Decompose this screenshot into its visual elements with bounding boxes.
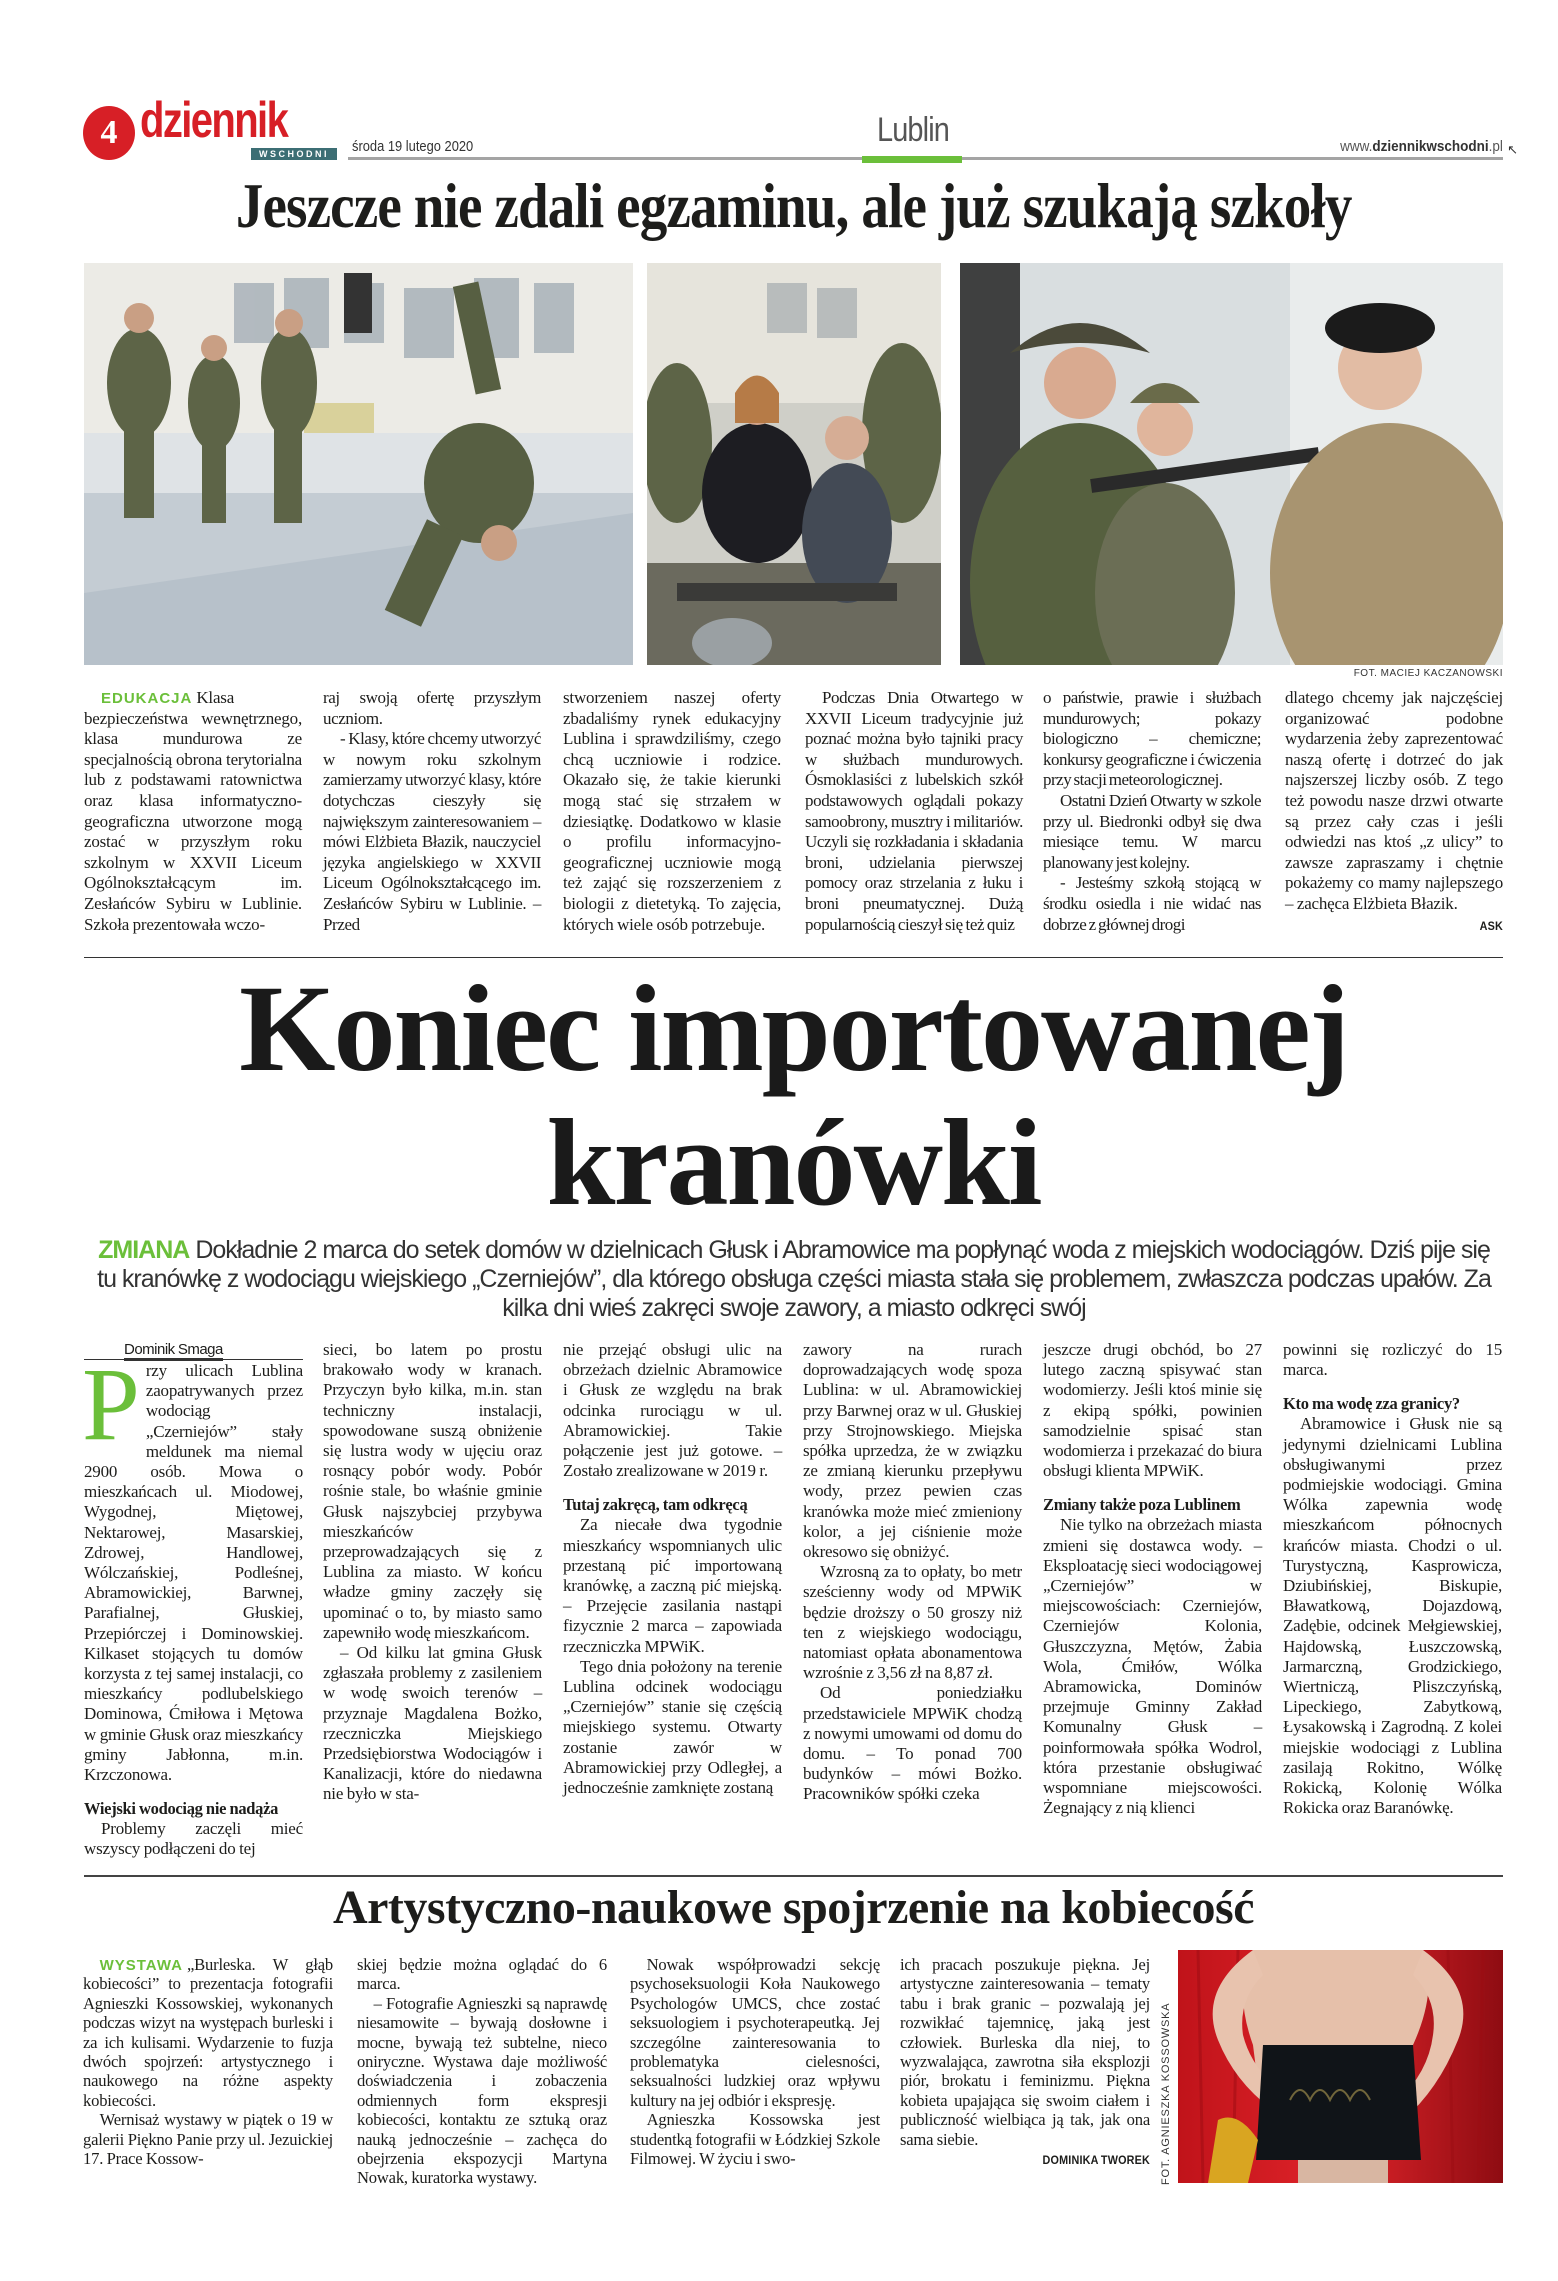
headline: Artystyczno-naukowe spojrzenie na kobiecość — [332, 1881, 1255, 1934]
headline — [84, 170, 1503, 242]
paragraph-text: skiej będzie można oglądać do 6 marca. — [357, 1955, 607, 1994]
newspaper-logo[interactable]: dziennik — [140, 92, 288, 148]
author-name: Dominik Smaga — [124, 1341, 223, 1361]
lead-kicker: ZMIANA — [98, 1236, 190, 1264]
paragraph — [1043, 688, 1261, 791]
section-accent-bar — [862, 156, 962, 163]
photo-credit: FOT. AGNIESZKA KOSSOWSKA — [1160, 2002, 1172, 2185]
paragraph-text: Ostatni Dzień Otwarty w szkole przy ul. Biedronki odbył się dwa miesiące temu. W marcu planowany jest kolejny. — [1043, 790, 1261, 872]
url-suffix: .pl — [1488, 138, 1503, 155]
paragraph — [1043, 1340, 1262, 1481]
issue-date: środa 19 lutego 2020 — [352, 138, 474, 155]
paragraph-text: ich pracach poszukuje piękna. Jej artystyczne zainteresowania – tematy tabu i brak granic – pozwalają jej rozwikłać tajemnicę, jaką jest człowiek. Burleska dla niej, to wyzwalająca, zawrotna siła eksplozji piór, brokatu i feminizmu. Piękna kobieta upajająca się swoim ciałem i publiczność wielbiąca ją tak, jak ona sama siebie. — [900, 1955, 1150, 2149]
paragraph-text: o państwie, prawie i służbach mundurowych; pokazy biologiczno – chemiczne; konkursy geograficzne i ćwiczenia przy stacji meteorologicznej. — [1043, 688, 1261, 790]
paragraph-text: Klasa bezpieczeństwa wewnętrznego, klasa mundurowa ze specjalnością obrona terytorialna lub z podstawami ratownictwa oraz klasa informatyczno-geograficzna utworzone mogą zostać w przyszłym roku szkolnym w XXVII Liceum Ogólnokształcącym im. Zesłańców Sybiru w Lublinie. Szkoła prezentowała wczo- — [84, 688, 302, 934]
paragraph — [1043, 873, 1261, 935]
photo-students-table — [647, 263, 941, 665]
paragraph — [805, 688, 1023, 935]
paragraph-text: Tego dnia położony na terenie Lublina odcinek wodociągu „Czerniejów” stanie się częścią miejskiego systemu. Otwarty zostanie zawór w Abramowickiej przy Odległej, a jednocześnie zamknięte zostaną — [563, 1656, 782, 1798]
paragraph-text: stworzeniem naszej oferty zbadaliśmy rynek edukacyjny Lublina i sprawdziliśmy, czego chcą uczniowie i rodzice. Okazało się, że takie kierunki mogą stać się strzałem w dziesiątkę. Dodatkowo w klasie o profilu informacyjno-geograficznej uczniowie mogą też zająć się rozszerzeniem z biologii z dietetyką. To zajęcia, których wiele osób potrzebuje. — [563, 688, 781, 934]
article-column — [630, 1955, 880, 2168]
article-column — [900, 1955, 1150, 2169]
url-prefix: www. — [1340, 138, 1373, 155]
paragraph-text: - Jesteśmy szkołą stojącą w środku osiedla i nie widać nas dobrze z głównej drogi — [1043, 873, 1261, 934]
paragraph-text: - Klasy, które chcemy utworzyć w nowym roku szkolnym zamierzamy utworzyć klasy, które dotychczas cieszyły się największym zainteresowaniem – mówi Elżbieta Błazik, nauczyciel języka angielskiego w XXVII Liceum Ogólnokształcącego im. Zesłańców Sybiru w Lublinie. – Przed — [323, 729, 541, 934]
article-column — [1043, 688, 1261, 935]
paragraph — [563, 1515, 782, 1656]
lead-text: Dokładnie 2 marca do setek domów w dzielnicach Głusk i Abramowice ma popłynąć woda z miejskich wodociągów. Dziś pije się tu kranówkę z wodociągu wiejskiego „Czerniejów”, dla którego obsługa części miasta stała się problemem, zwłaszcza podczas upałów. Za kilka dni wieś zakręci swoje zawory, a miasto odkręci swój — [97, 1236, 1491, 1322]
article-divider — [84, 957, 1503, 958]
paragraph — [323, 1643, 542, 1805]
headline — [84, 962, 1503, 1230]
paragraph — [83, 1955, 333, 2110]
paragraph — [84, 688, 302, 935]
paragraph-text: – Od kilku lat gmina Głusk zgłaszała problemy z zasileniem w wodę swoich terenów – przyznaje Magdalena Bożko, rzeczniczka Miejskiego Przedsiębiorstwa Wodociągów i Kanalizacji, które do niedawna nie było w sta- — [323, 1643, 542, 1804]
subheading: Kto ma wodę zza granicy? — [1283, 1394, 1460, 1414]
article-divider — [84, 1875, 1503, 1877]
paragraph-text: Abramowice i Głusk nie są jedynymi dzielnicami Lublina obsługiwanymi przez podmiejskie wodociągi. Gmina Wólka zapewnia wodę mieszkańcom północnych krańców miasta. Chodzi o ul. Turystyczną, Kasprowicza, Dziubińskiej, Biskupie, Bławatkową, Dojazdową, Zadębie, odcinek Mełgiewskiej, Hajdowską, Łuszczowską, Jarmarczną, Grodzickiego, Wiertniczą, Pliszczyńską, Lipeckiego, Zabytkową, Łysakowską i Zagrodną. Z kolei miejskie wodociągi z Lublina zasilają Rokitno, Wólkę Rokicką, Kolonię Wólka Rokicka oraz Baranówkę. — [1283, 1414, 1502, 1818]
paragraph-text: „Burleska. W głąb kobiecości” to prezentacja fotografii Agnieszki Kossowskiej, wykonanych podczas wizyt na występach burleski i za ich kulisami. Wydarzenie to fuzja dwóch spojrzeń: artystycznego i naukowego na różne aspekty kobiecości. — [83, 1955, 333, 2110]
article-column — [84, 1340, 303, 1860]
section-kicker: WYSTAWA — [99, 1957, 183, 1974]
paragraph — [323, 1340, 542, 1643]
paragraph — [803, 1683, 1022, 1804]
article-column — [323, 688, 541, 935]
paragraph-text: Agnieszka Kossowska jest studentką fotografii w Łódzkiej Szkole Filmowej. W życiu i swo- — [630, 2110, 880, 2169]
paragraph-text: Wzrosną za to opłaty, bo metr sześcienny wody od MPWiK będzie droższy o 50 groszy niż ten z wiejskiego wodociągu, natomiast opłata abonamentowa wzrośnie z 3,56 zł na 8,87 zł. — [803, 1562, 1022, 1683]
paragraph — [630, 2110, 880, 2168]
paragraph-text: Wernisaż wystawy w piątek o 19 w galerii Piękno Panie przy ul. Jezuickiej 17. Prace Kossow- — [83, 2110, 333, 2169]
paragraph — [1283, 1340, 1502, 1380]
section-title: Lublin — [876, 111, 950, 149]
url-domain: dziennikwschodni — [1372, 138, 1489, 155]
paragraph — [1043, 791, 1261, 873]
paragraph-text: – Fotografie Agnieszki są naprawdę niesamowite – bywają dosłowne i mocne, bywają też subtelne, nieco oniryczne. Wystawa daje możliwość doświadczenia i zobaczenia odmiennych form ekspresji kobiecości, kontaktu ze sztuką oraz nauką jednocześnie – zachęca do obejrzenia ekspozycji Martyna Nowak, kuratorka wystawy. — [357, 1993, 607, 2188]
photo-burlesque-performer — [1178, 1950, 1503, 2183]
photo-students-hallway — [84, 263, 633, 665]
paragraph — [323, 729, 541, 935]
paragraph-text: Od poniedziałku przedstawiciele MPWiK chodzą z nowymi umowami od domu do domu. – To ponad 700 budynków – mówi Bożko. Pracowników spółki czeka — [803, 1683, 1022, 1804]
paragraph — [1285, 688, 1503, 915]
subheading: Wiejski wodociąg nie nadąża — [84, 1799, 279, 1819]
author-signature: DOMINIKA TWOREK — [1042, 2153, 1150, 2168]
subheading: Zmiany także poza Lublinem — [1043, 1495, 1241, 1515]
article-column — [357, 1955, 607, 2188]
paragraph — [83, 2110, 333, 2168]
article-column — [323, 1340, 542, 1805]
article-column — [1285, 688, 1503, 935]
paragraph — [900, 1955, 1150, 2149]
paragraph-text: dlatego chcemy jak najczęściej organizować podobne wydarzenia żeby zaprezentować naszą ofertę i dotrzeć do jak najszerszej liczby osób. Z tego też powodu nasze drzwi otwarte są przez cały czas i jeśli odwiedzi nas ktoś „z ulicy” to zawsze zapraszamy i chętnie pokażemy co mamy najlepszego – zachęca Elżbieta Błazik. — [1285, 688, 1503, 913]
paragraph — [563, 1657, 782, 1798]
paragraph — [803, 1562, 1022, 1683]
website-link[interactable] — [1340, 138, 1503, 156]
paragraph-text: Za niecałe dwa tygodnie mieszkańcy wspomnianych ulic przestaną pić importowaną kranówkę, a zaczną pić miejską. – Przejęcie zasilania nastąpi fizycznie 2 marca – zapowiada rzeczniczka MPWiK. — [563, 1515, 782, 1656]
page-number: 4 — [83, 106, 135, 160]
headline-line: kranówki — [546, 1094, 1041, 1231]
paragraph — [563, 688, 781, 935]
article-column — [805, 688, 1023, 935]
subheading: Tutaj zakręcą, tam odkręcą — [563, 1495, 748, 1515]
paragraph-text: nie przejąć obsługi ulic na obrzeżach dzielnic Abramowice i Głusk ze względu na brak odcinka rurociągu w ul. Abramowickiej. Takie połączenie jest już gotowe. – Zostało zrealizowane w 2019 r. — [563, 1340, 782, 1481]
article-column — [84, 688, 302, 935]
paragraph — [84, 1819, 303, 1859]
article-column — [1043, 1340, 1262, 1818]
paragraph — [563, 1340, 782, 1481]
paragraph — [1283, 1414, 1502, 1818]
paragraph-text: jeszcze drugi obchód, bo 27 lutego zaczną spisywać stan wodomierzy. Jeśli ktoś minie się z ekipą spółki, powinien samodzielnie spisać stan wodomierza i przekazać do biura obsługi klienta MPWiK. — [1043, 1340, 1262, 1481]
article-lead — [94, 1236, 1494, 1323]
article-column — [563, 688, 781, 935]
article-column — [803, 1340, 1022, 1805]
author-signature: ASK — [1479, 918, 1503, 933]
paragraph-text: sieci, bo latem po prostu brakowało wody w kranach. Przyczyn było kilka, m.in. stan techniczny instalacji, spowodowane suszą obniżenie się lustra wody w ujęciu oraz rosnący pobór wody. Pobór rośnie stale, bo właśnie gminie Głusk najszybciej przybywa mieszkańców przeprowadzających się z Lublina za miasto. W końcu władze gminy zaczęły się upominać o to, by miasto samo zapewniło wodę mieszkańcom. — [323, 1340, 542, 1642]
headline-line: Koniec importowanej — [239, 960, 1348, 1097]
photo-credit: FOT. MACIEJ KACZANOWSKI — [1353, 668, 1503, 679]
paragraph — [1043, 1515, 1262, 1818]
paragraph-text: Nowak współprowadzi sekcję psychoseksuologii Koła Naukowego Psychologów UMCS, chce zostać seksuologiem i psychoterapeutką. Jej szczególne zainteresowania to problematyka cielesności, seksualności ludzkiej oraz wpływu kultury na jej odbiór i ekspresję. — [630, 1955, 880, 2110]
paragraph-text: zawory na rurach doprowadzających wodę spoza Lublina: w ul. Abramowickiej przy Barwnej oraz w ul. Głuskiej przy Strojnowskiego. Miejska spółka uprzedza, że w związku ze zmianą kierunku przepływu wody, przez pewien czas kranówka może mieć zmieniony kolor, a jej ciśnienie może okresowo się obniżyć. — [803, 1340, 1022, 1562]
drop-cap: P — [82, 1347, 140, 1462]
paragraph — [357, 1955, 607, 1994]
paragraph-text: Nie tylko na obrzeżach miasta zmieni się dostawca wody. – Eksploatację sieci wodociągowej „Czerniejów” w miejscowościach: Czerniejów, Czerniejów Kolonia, Głuszczyzna, Mętów, Żabia Wola, Ćmiłów, Wólka Abramowicka, Dominów przejmuje Gminny Zakład Komunalny Głusk – poinformowała spółka Wodrol, która przestanie obsługiwać wspomniane miejscowości. Żegnający z nią klienci — [1043, 1515, 1262, 1818]
paragraph-text: rzy ulicach Lublina zaopatrywanych przez wodociąg „Czerniejów” stały meldunek ma niemal 2900 osób. Mowa o mieszkańcach ul. Miodowej, Wygodnej, Miętowej, Nektarowej, Masarskiej, Zdrowej, Handlowej, Wólczańskiej, Podleśnej, Abramowickiej, Barwnej, Parafialnej, Głuskiej, Przepiórczej i Dominowskiej. Kilkaset stojących tu domów korzysta z tej samej instalacji, co mieszkańcy podlubelskiego Dominowa, Ćmiłowa i Mętowa w gminie Głusk oraz mieszkańcy gminy Jabłonna, m.in. Krzczonowa. — [84, 1361, 303, 1785]
article-column — [563, 1340, 782, 1798]
paragraph — [630, 1955, 880, 2110]
paragraph — [357, 1994, 607, 2188]
paragraph-text: Podczas Dnia Otwartego w XXVII Liceum tradycyjnie już poznać można było tajniki pracy w służbach mundurowych. Ósmoklasiści z lubelskich szkół podstawowych oglądali pokazy samoobrony, musztry i militariów. Uczyli się rozkładania i składania broni, udzielania pierwszej pomocy oraz strzelania z łuku i broni pneumatycznej. Dużą popularnością cieszył się też quiz — [805, 688, 1023, 934]
paragraph-text: raj swoją ofertę przyszłym uczniom. — [323, 688, 541, 728]
cursor-icon: ↖ — [1507, 142, 1518, 157]
headline-text: Jeszcze nie zdali egzaminu, ale już szukają szkoły — [235, 170, 1352, 241]
article-column — [83, 1955, 333, 2168]
paragraph-text: powinni się rozliczyć do 15 marca. — [1283, 1340, 1502, 1380]
article-column — [1283, 1340, 1502, 1818]
section-kicker: EDUKACJA — [101, 690, 193, 707]
paragraph — [323, 688, 541, 729]
paragraph-text: Problemy zaczęli mieć wszyscy podłączeni do tej — [84, 1819, 303, 1859]
paragraph — [803, 1340, 1022, 1562]
newspaper-logo-subtitle: WSCHODNI — [251, 148, 337, 160]
photo-soldiers-weapons — [960, 263, 1503, 665]
